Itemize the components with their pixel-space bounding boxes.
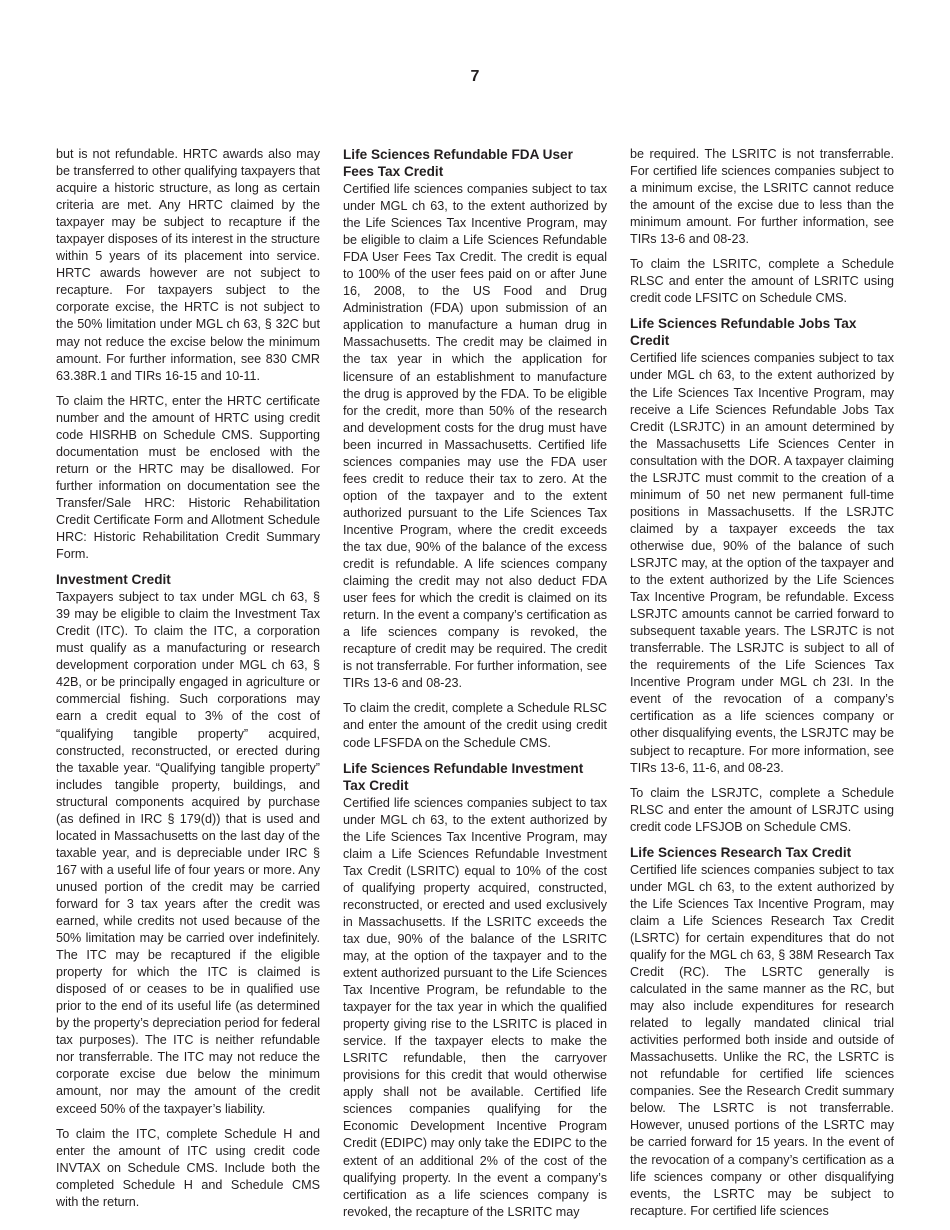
paragraph: To claim the HRTC, enter the HRTC certificate number and the amount of HRTC using credit code HISRHB on Schedule CMS. Supporting documentation must be enclosed with the return or the HRTC may be disallowed. For further information on documentation see the Transfer/Sale HRC: Historic Rehabilitation Credit Certificate Form and Allotment Schedule HRC: Historic Rehabilitation Credit Summary Form. [56,393,320,562]
paragraph: Certified life sciences companies subject to tax under MGL ch 63, to the extent authorized by the Life Sciences Tax Incentive Program, may be eligible to claim a Life Sciences Refundable FDA User Fees Tax Credit. The credit is equal to 100% of the user fees paid on or after June 16, 2008, to the US Food and Drug Administration (FDA) upon submission of an application to manufacture a human drug in Massachusetts. The credit may be claimed in the tax year in which the application for licensure of an establishment to manufacture the drug is approved by the FDA. To be eligible for the credit, more than 50% of the research and development costs for the drug must have been incurred in Massachusetts. Certified life sciences companies may use the FDA user fees credit to reduce their tax to zero. At the option of the taxpayer and to the extent authorized pursuant to the Life Sciences Tax Incentive Program, where the credit exceeds the tax due, 90% of the balance of the excess credit is refundable. A life sciences company claiming the credit may not also deduct FDA user fees for which the credit is claimed on its return. In the event a company’s certification as a life sciences company is revoked, the recapture of credit may be required. The credit is not transferrable. For further information, see TIRs 13-6 and 08-23. [343,182,607,691]
paragraph: Taxpayers subject to tax under MGL ch 63, § 39 may be eligible to claim the Investment Tax Credit (ITC). To claim the ITC, a corporation must qualify as a manufacturing or research development corporation under MGL ch 63, § 42B, or be principally engaged in agriculture or commercial fishing. Such corporations may earn a credit equal to 3% of the cost of “qualifying tangible property” acquired, constructed, reconstructed, or erected during the taxable year. “Qualifying tangible property” includes tangible property, buildings, and structural components acquired by purchase (as defined in IRC § 179(d)) that is used and located in Massachusetts on the last day of the taxable year, and is depreciable under IRC § 167 with a useful life of four years or more. Any unused portion of the credit may be carried forward for 3 tax years after the credit was earned, while credits not used because of the 50% limitation may be carried over indefinitely. The ITC may be recaptured if the eligible property for which the ITC is claimed is disposed of or ceases to be in qualified use prior to the end of its useful life (as determined by the property’s depreciation period for federal tax purposes). The ITC is neither refundable nor transferrable. The ITC may not reduce the corporate excise due below the minimum amount, nor may the amount of the credit exceed 50% of the taxpayer’s liability. [56,590,320,1116]
paragraph: Certified life sciences companies subject to tax under MGL ch 63, to the extent authorized by the Life Sciences Tax Incentive Program, may receive a Life Sciences Refundable Jobs Tax Credit (LSRJTC) in an amount determined by the Massachusetts Life Sciences Center in consultation with the DOR. A taxpayer claiming the LSRJTC must commit to the creation of a minimum of 50 net new permanent full-time positions in Massachusetts. If the LSRJTC claimed by a taxpayer exceeds the tax otherwise due, 90% of the balance of such LSRJTC may, at the option of the taxpayer and to the extent authorized by the Life Sciences Tax Incentive Program, be refundable. Excess LSRJTC amounts cannot be carried forward to subsequent taxable years. The LSRJTC is not transferrable. The LSRJTC is subject to all of the requirements of the Life Sciences Tax Incentive Program under MGL ch 23I. In the event of the revocation of a company’s certification as a life sciences company or other disqualifying events, the LSRJTC may be subject to recapture. For more information, see TIRs 13-6, 11-6, and 08-23. [630,351,894,775]
paragraph: To claim the ITC, complete Schedule H and enter the amount of ITC using credit code INVTAX on Schedule CMS. Include both the completed Schedule H and Schedule CMS with the return. [56,1126,320,1209]
section-heading: Life Sciences Refundable FDA User Fees Tax Credit [343,147,573,179]
section-heading: Life Sciences Refundable Jobs Tax Credit [630,316,857,349]
column-3 [630,146,894,1228]
paragraph: To claim the credit, complete a Schedule RLSC and enter the amount of the credit using credit code LFSFDA on the Schedule CMS. [343,701,607,750]
paragraph: Certified life sciences companies subject to tax under MGL ch 63, to the extent authorized by the Life Sciences Tax Incentive Program, may claim a Life Sciences Research Tax Credit (LSRTC) for certain expenditures that do not qualify for the MGL ch 63, § 38M Research Tax Credit (RC). The LSRTC generally is calculated in the same manner as the RC, but may also include expenditures for research related to legally mandated clinical trial activities performed both inside and outside of Massachusetts. Unlike the RC, the LSRTC is not refundable for certified life sciences companies. See the Research Credit summary below. The LSRTC is not transferrable. However, unused portions of the LSRTC may be carried forward for 15 years. In the event of the revocation of a company’s certification as a life sciences company or other disqualifying events, the LSRTC may be subject to recapture. For certified life sciences [630,862,894,1218]
column-1 [56,146,320,1219]
section-heading: Life Sciences Refundable Investment Tax Credit [343,760,584,793]
paragraph: To claim the LSRJTC, complete a Schedule RLSC and enter the amount of LSRJTC using credit code LFSJOB on Schedule CMS. [630,785,894,834]
page-number: 7 [470,68,480,85]
section-heading: Life Sciences Research Tax Credit [630,844,852,860]
paragraph: but is not refundable. HRTC awards also may be transferred to other qualifying taxpayers that acquire a historic structure, as long as certain criteria are met. Any HRTC claimed by the taxpayer may be subject to recapture if the taxpayer disposes of its interest in the structure within 5 years of its placement into service. HRTC awards however are not subject to recapture. For taxpayers subject to the corporate excise, the HRTC is not subject to the 50% limitation under MGL ch 63, § 32C but may not reduce the excise below the minimum amount. For further information, see 830 CMR 63.38R.1 and TIRs 16-15 and 10-11. [56,147,320,383]
section-heading: Investment Credit [56,572,171,588]
column-2 [343,146,607,1229]
paragraph: Certified life sciences companies subject to tax under MGL ch 63, to the extent authorized by the Life Sciences Tax Incentive Program, may claim a Life Sciences Refundable Investment Tax Credit (LSRITC) equal to 10% of the cost of qualifying property acquired, constructed, reconstructed, or erected and used exclusively in Massachusetts. If the LSRITC exceeds the tax due, 90% of the balance of the LSRITC may, at the option of the taxpayer and to the extent authorized pursuant to the Life Sciences Tax Incentive Program, be refundable to the taxpayer for the tax year in which the qualified property giving rise to the LSRITC is placed in service. If the taxpayer elects to make the LSRITC refundable, then the carryover provisions for this credit that would otherwise apply shall not be available. Certified life sciences companies qualifying for the Economic Development Incentive Program Credit (EDIPC) may only take the EDIPC to the extent of an additional 2% of the cost of the qualifying property. In the event a company’s certification as a life sciences company is revoked, the recapture of the LSRITC may [343,795,607,1219]
paragraph: To claim the LSRITC, complete a Schedule RLSC and enter the amount of LSRITC using credit code LFSITC on Schedule CMS. [630,257,894,306]
paragraph: be required. The LSRITC is not transferrable. For certified life sciences companies subject to a minimum excise, the LSRITC cannot reduce the amount of the excise due to less than the minimum amount. For further information, see TIRs 13-6 and 08-23. [630,147,894,247]
